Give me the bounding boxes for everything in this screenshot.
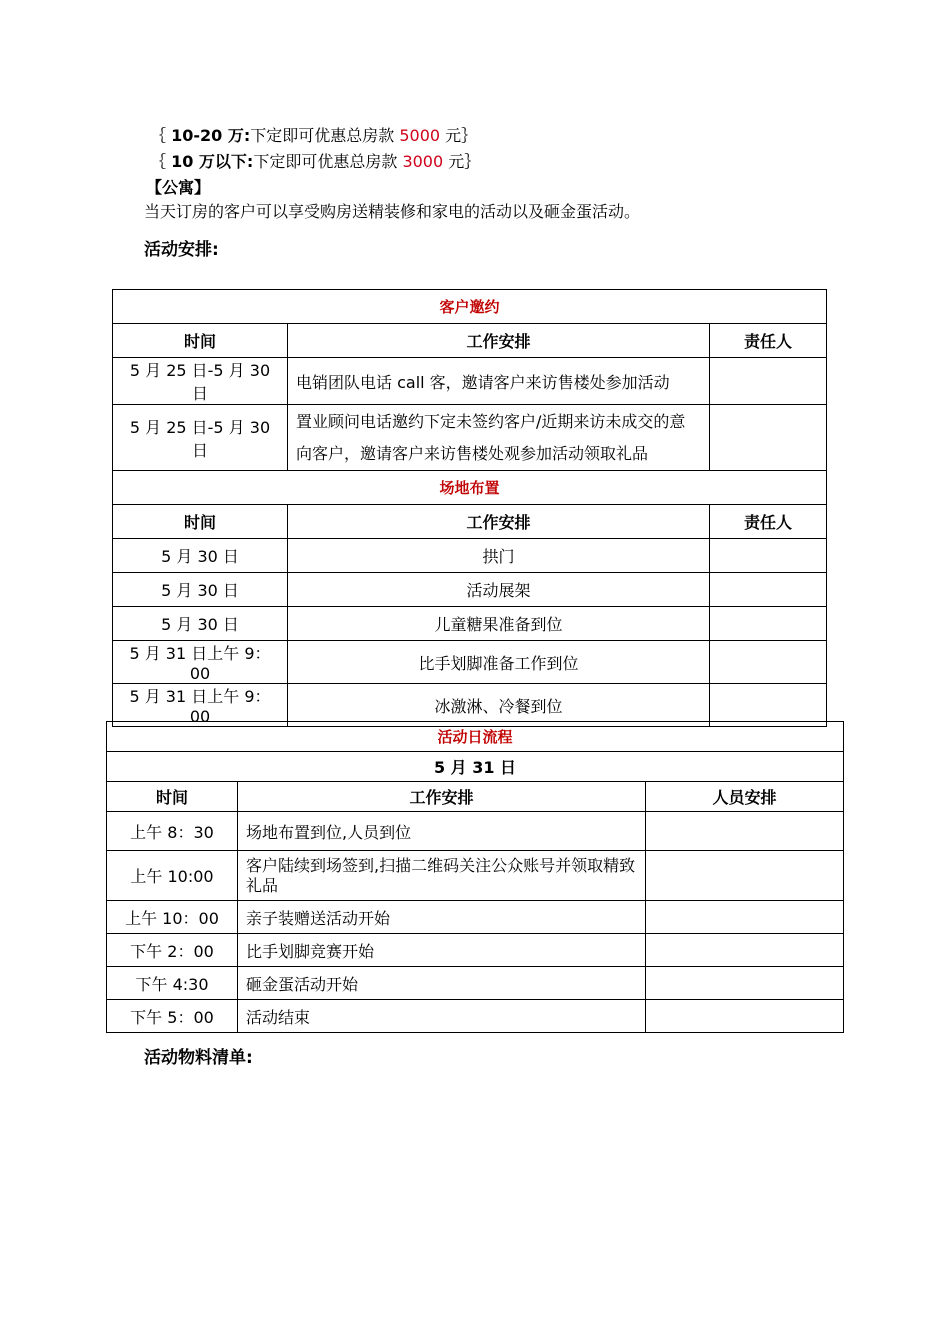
- staff-cell: [646, 1000, 844, 1033]
- time-cell: 下午 5：00: [107, 1000, 238, 1033]
- apartment-title: 【公寓】: [146, 178, 211, 197]
- task-cell: 活动结束: [238, 1000, 646, 1033]
- table-row: [107, 934, 844, 967]
- table-row: [113, 641, 827, 684]
- col-header-time: 时间: [107, 782, 238, 812]
- price-range-label: 10 万以下:: [171, 152, 254, 171]
- col-header-owner: 责任人: [710, 324, 827, 358]
- owner-cell: [710, 573, 827, 607]
- promo-text: 下定即可优惠总房款: [253, 152, 403, 171]
- col-header-task: 工作安排: [238, 782, 646, 812]
- col-header-task: 工作安排: [288, 324, 710, 358]
- discount-amount: 5000: [399, 126, 441, 145]
- table-row: [113, 539, 827, 573]
- table-row: [107, 967, 844, 1000]
- header-row: [113, 505, 827, 539]
- table-row: [113, 607, 827, 641]
- date-row: [107, 752, 844, 782]
- task-cell: 场地布置到位,人员到位: [238, 812, 646, 851]
- owner-cell: [710, 641, 827, 684]
- owner-cell: [710, 405, 827, 471]
- section-title-row: [107, 722, 844, 752]
- time-cell: 下午 4:30: [107, 967, 238, 1000]
- table-row: [107, 901, 844, 934]
- table-row: [107, 1000, 844, 1033]
- discount-amount: 3000: [402, 152, 444, 171]
- promo-text: 下定即可优惠总房款: [250, 126, 400, 145]
- promo-tail: 元｝: [440, 126, 478, 145]
- time-cell: 上午 8：30: [107, 812, 238, 851]
- staff-cell: [646, 901, 844, 934]
- table-row: [113, 573, 827, 607]
- task-cell: 客户陆续到场签到,扫描二维码关注公众账号并领取精致礼品: [238, 851, 646, 901]
- header-row: [113, 324, 827, 358]
- time-cell: 上午 10:00: [107, 851, 238, 901]
- promo-tail: 元｝: [443, 152, 481, 171]
- section-title-row: [113, 471, 827, 505]
- price-range-label: 10-20 万:: [171, 126, 251, 145]
- col-header-staff: 人员安排: [646, 782, 844, 812]
- task-cell: 亲子装赠送活动开始: [238, 901, 646, 934]
- task-cell: 冰激淋、冷餐到位: [288, 684, 710, 727]
- schedule-heading: 活动安排:: [144, 240, 219, 260]
- task-cell: 拱门: [288, 539, 710, 573]
- time-cell: 5 月 30 日: [113, 573, 288, 607]
- header-row: [107, 782, 844, 812]
- time-cell: 5 月 31 日上午 9：00: [113, 684, 288, 727]
- table-row: [107, 812, 844, 851]
- table-row: [113, 405, 827, 471]
- col-header-time: 时间: [113, 324, 288, 358]
- brace-open: ｛: [150, 152, 172, 171]
- staff-cell: [646, 812, 844, 851]
- time-cell: 5 月 25 日-5 月 30 日: [113, 358, 288, 405]
- section-title-row: [113, 290, 827, 324]
- section-title-venue: 场地布置: [113, 471, 827, 505]
- schedule-table: [112, 289, 827, 727]
- event-flow-title: 活动日流程: [107, 722, 844, 752]
- promo-line-1: [150, 125, 477, 147]
- task-cell: 电销团队电话 call 客，邀请客户来访售楼处参加活动: [288, 358, 710, 405]
- staff-cell: [646, 967, 844, 1000]
- staff-cell: [646, 851, 844, 901]
- time-cell: 5 月 30 日: [113, 539, 288, 573]
- promo-line-2: [150, 151, 480, 173]
- time-cell: 5 月 25 日-5 月 30 日: [113, 405, 288, 471]
- apartment-text: 当天订房的客户可以享受购房送精装修和家电的活动以及砸金蛋活动。: [144, 202, 641, 221]
- task-cell: 儿童糖果准备到位: [288, 607, 710, 641]
- time-cell: 5 月 31 日上午 9：00: [113, 641, 288, 684]
- staff-cell: [646, 934, 844, 967]
- task-cell: 比手划脚竞赛开始: [238, 934, 646, 967]
- event-date: 5 月 31 日: [107, 752, 844, 782]
- time-cell: 5 月 30 日: [113, 607, 288, 641]
- table-row: [107, 851, 844, 901]
- task-cell: 活动展架: [288, 573, 710, 607]
- col-header-owner: 责任人: [710, 505, 827, 539]
- task-cell: 砸金蛋活动开始: [238, 967, 646, 1000]
- event-day-table: [106, 721, 844, 1033]
- owner-cell: [710, 539, 827, 573]
- task-cell: 比手划脚准备工作到位: [288, 641, 710, 684]
- col-header-task: 工作安排: [288, 505, 710, 539]
- section-title-invitation: 客户邀约: [113, 290, 827, 324]
- brace-open: ｛: [150, 126, 172, 145]
- col-header-time: 时间: [113, 505, 288, 539]
- owner-cell: [710, 358, 827, 405]
- table-row: [113, 358, 827, 405]
- task-cell: 置业顾问电话邀约下定未签约客户/近期来访未成交的意向客户，邀请客户来访售楼处观参加活动领取礼品: [288, 405, 710, 471]
- materials-heading: 活动物料清单:: [144, 1048, 253, 1068]
- time-cell: 下午 2：00: [107, 934, 238, 967]
- owner-cell: [710, 607, 827, 641]
- time-cell: 上午 10：00: [107, 901, 238, 934]
